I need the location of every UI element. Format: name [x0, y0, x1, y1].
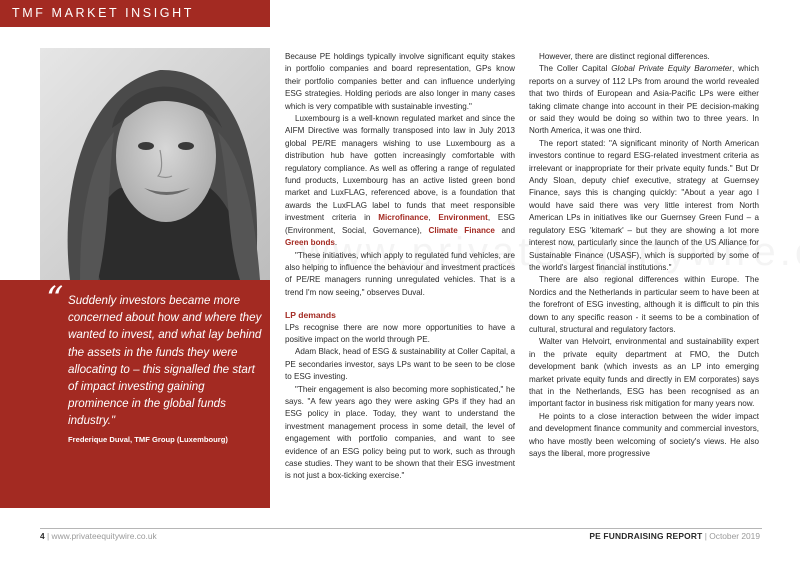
article-column-right	[529, 51, 759, 460]
footer-separator: |	[44, 531, 52, 541]
pull-quote-author: Frederique Duval, TMF Group (Luxembourg)	[68, 435, 228, 444]
footer-right	[589, 531, 760, 541]
portrait-photo	[40, 48, 270, 280]
footer-divider	[40, 528, 762, 529]
paragraph	[529, 63, 759, 137]
paragraph: The report stated: "A significant minority of North American investors continue to regard ESG-related investment criteria as irrelevant or inappropriate for their private equity funds." But Dr Andy Sloan, deputy chief executive, strategy at Guernsey Finance, says this is changing quickly: "About a year ago I would have said there was very little interest from North American LPs in initiatives like our Guernsey Green Fund – a regulatory ESG 'kitemark' – but they are showing a lot more interest now, particularly since the launch of the US Alliance for Sustainable Finance (USASF), which is supported by some of the world's largest financial institutions."	[529, 138, 759, 272]
paragraph: He points to a close interaction between the wider impact and development finance community and commercial investors, who have mostly been welcoming of society's views. He also says the liberal, more progressive	[529, 411, 759, 458]
keyword-green-bonds: Green bonds	[285, 238, 335, 248]
paragraph: "These initiatives, which apply to regulated fund vehicles, are also helping to influence the behaviour and investment practices of PE/RE managers running unregulated vehicles. That is a trend I'm now seeing," observes Duval.	[285, 250, 515, 297]
section-label: TMF MARKET INSIGHT	[12, 6, 194, 20]
paragraph: There are also regional differences within Europe. The Nordics and the Netherlands in particular seem to have been at the forefront of ESG investing, although it is difficult to pin this down to any specific reason - it seems to be a combination of cultural, structural and regulatory factors.	[529, 275, 759, 334]
paragraph: Walter van Helvoirt, environmental and sustainability expert in the private equity department at FMO, the Dutch development bank (which invests as an LP into emerging market private equity funds and directly in EM corporates) says that in the Netherlands, ESG has been recognised as an important factor in business risk mitigation for many years now.	[529, 337, 759, 409]
report-date: October 2019	[709, 531, 760, 541]
text-run: ,	[428, 213, 439, 223]
portrait-illustration	[40, 48, 270, 280]
keyword-climate-finance: Climate Finance	[428, 225, 495, 235]
pull-quote	[0, 280, 270, 508]
paragraph	[285, 113, 515, 249]
paragraph: Because PE holdings typically involve significant equity stakes in portfolio companies and board representation, GPs know their portfolio companies better and can influence underlying ESG strategies. Holding periods are also longer in many cases which is very compatible with sustainable investing."	[285, 52, 515, 111]
report-title: PE FUNDRAISING REPORT	[589, 531, 703, 541]
article-column-left	[285, 51, 515, 483]
text-run: , which reports on a survey of 112 LPs from around the world revealed that two thirds of European and Asia-Pacific LPs were either taking climate change into account in their PE decision-making or said they would be doing so within two to three years. In North America, it was one third.	[529, 64, 759, 136]
text-run: and	[494, 225, 515, 235]
subheading-lp-demands: LP demands	[285, 310, 336, 321]
keyword-microfinance: Microfinance	[378, 213, 429, 223]
paragraph: However, there are distinct regional differences.	[539, 52, 710, 61]
publication-title: Global Private Equity Barometer	[611, 64, 733, 74]
keyword-environment: Environment	[438, 213, 488, 223]
footer-left	[40, 531, 157, 541]
footer-website-link[interactable]: www.privateequitywire.co.uk	[51, 531, 157, 541]
text-run: Luxembourg is a well-known regulated market and since the AIFM Directive was formally transposed into law in July 2013 global PE/RE managers wishing to use Luxembourg as a distribution hub have gotten increasingly comfortable with regulatory compliance. As well as offering a range of regulated fund products, Luxembourg has an active listed green bond market and LuxFLAG, referenced above, is a foundation that awards the LuxFLAG label to funds that meet responsible investment criteria in	[285, 114, 515, 223]
quote-mark-icon: “	[46, 279, 64, 319]
page-number: 4	[40, 531, 45, 541]
section-banner	[0, 0, 270, 27]
pull-quote-text: Suddenly investors became more concerned about how and where they wanted to invest, and what lay behind the assets in the funds they were allocating to – this signalled the start of impact investing gaining prominence in the global funds industry."	[68, 294, 262, 428]
footer-separator: |	[702, 531, 710, 541]
paragraph: "Their engagement is also becoming more sophisticated," he says. "A few years ago they were asking GPs if they had an ESG policy in place. Today, they want to understand the investment management process in some detail, the level of engagement with portfolio companies, and want to see evidence of an ESG policy being put to work, such as through case studies. They want to be shown that their ESG investment is not just a box-ticking exercise."	[285, 384, 515, 481]
paragraph: LPs recognise there are now more opportunities to have a positive impact on the world through PE.	[285, 322, 515, 344]
text-run: , ESG (Environment, Social, Governance),	[285, 213, 516, 235]
paragraph: Adam Black, head of ESG & sustainability at Coller Capital, a PE secondaries investor, says LPs want to be seen to be close to ESG investing.	[285, 347, 515, 382]
text-run: .	[334, 238, 338, 248]
text-run: The Coller Capital	[539, 64, 612, 74]
